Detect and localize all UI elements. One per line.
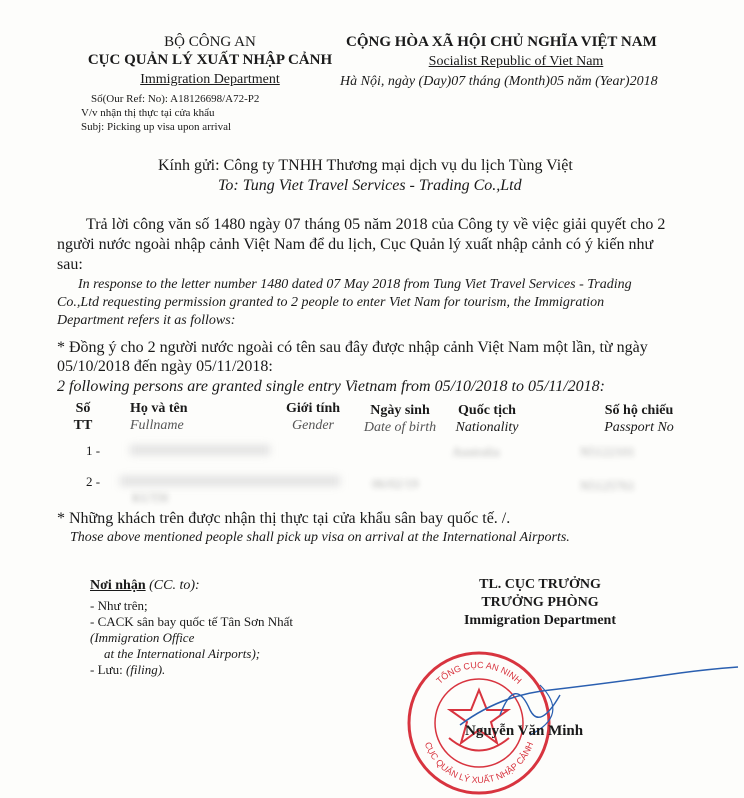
- body-p1-line1: Trả lời công văn số 1480 ngày 07 tháng 05 năm 2018 của Công ty về việc giải quyết cho 2: [86, 216, 666, 233]
- department-name-en: Immigration Department: [140, 72, 280, 87]
- republic-name-en: Socialist Republic of Viet Nam: [428, 54, 604, 69]
- cc-item-5: [90, 662, 165, 678]
- col-header-dob-en: Date of birth: [363, 420, 437, 435]
- subject-en: Subj: Picking up visa upon arrival: [81, 121, 232, 133]
- date-line: Hà Nội, ngày (Day)07 tháng (Month)05 năm (Year)2018: [340, 74, 658, 89]
- sign-title-1: TL. CỤC TRƯỞNG: [479, 577, 601, 592]
- cc-title-en: (CC. to):: [149, 578, 200, 593]
- col-header-nationality: Quốc tịch: [458, 403, 516, 418]
- row1-passport: N5122101: [580, 444, 635, 459]
- col-header-name-en: Fullname: [130, 418, 184, 433]
- row1-no: 1 -: [86, 443, 101, 458]
- col-header-name: Họ và tên: [130, 401, 188, 416]
- recipient-en: To: Tung Viet Travel Services - Trading Co.,Ltd: [218, 177, 522, 194]
- cc-title: [90, 578, 200, 594]
- body-p1-en-line1: In response to the letter number 1480 dated 07 May 2018 from Tung Viet Travel Services - Trading: [78, 277, 632, 292]
- recipient-vn: Kính gửi: Công ty TNHH Thương mại dịch vụ du lịch Tùng Việt: [158, 157, 573, 174]
- row2-passport: N5125761: [580, 478, 635, 493]
- col-header-no-en: TT: [73, 418, 93, 433]
- republic-name-vn: CỘNG HÒA XÃ HỘI CHỦ NGHĨA VIỆT NAM: [346, 34, 657, 50]
- department-name-vn: CỤC QUẢN LÝ XUẤT NHẬP CẢNH: [87, 52, 333, 68]
- redacted-name: [130, 445, 270, 455]
- col-header-gender-en: Gender: [292, 418, 334, 433]
- row2-dob: 06/02/19: [372, 476, 419, 491]
- col-header-passport-en: Passport No: [604, 420, 674, 435]
- col-header-no: Số: [75, 401, 91, 416]
- cc-item-3: (Immigration Office: [90, 630, 195, 645]
- stamp-text-bottom: CỤC QUẢN LÝ XUẤT NHẬP CẢNH: [422, 740, 536, 786]
- row2-name: KUTH: [132, 490, 169, 505]
- col-header-nationality-en: Nationality: [455, 420, 519, 435]
- stamp-text-top: TỔNG CỤC AN NINH: [434, 659, 524, 686]
- ministry-name: BỘ CÔNG AN: [164, 34, 256, 50]
- body-p1-line2: người nước ngoài nhập cảnh Việt Nam để du lịch, Cục Quản lý xuất nhập cảnh có ý kiến như: [57, 236, 654, 253]
- row1-nationality: Australia: [452, 444, 500, 459]
- redacted-name: [120, 476, 340, 486]
- subject-vn: V/v nhận thị thực tại cửa khẩu: [81, 107, 215, 119]
- col-header-passport: Số hộ chiếu: [604, 403, 674, 418]
- sign-title-3: Immigration Department: [463, 613, 617, 628]
- body-p1-line3: sau:: [57, 256, 83, 273]
- note-en: Those above mentioned people shall pick up visa on arrival at the International Airports.: [70, 530, 570, 545]
- body-p2-line1: * Đồng ý cho 2 người nước ngoài có tên sau đây được nhập cảnh Việt Nam một lần, từ ngày: [57, 339, 648, 356]
- body-p1-en-line3: Department refers it as follows:: [57, 313, 236, 328]
- row2-no: 2 -: [86, 474, 101, 489]
- cc-item-2: - CACK sân bay quốc tế Tân Sơn Nhất: [90, 614, 294, 629]
- body-p2-line2: 05/10/2018 đến ngày 05/11/2018:: [57, 358, 273, 375]
- col-header-gender: Giới tính: [285, 401, 341, 416]
- body-p1-en-line2: Co.,Ltd requesting permission granted to 2 people to enter Viet Nam for tourism, the Immigration: [57, 295, 605, 310]
- cc-title-vn: Nơi nhận: [90, 578, 146, 593]
- body-p2-en: 2 following persons are granted single entry Vietnam from 05/10/2018 to 05/11/2018:: [57, 378, 605, 395]
- cc-item-4: at the International Airports);: [104, 646, 261, 661]
- cc-item-5-vn: - Lưu:: [90, 662, 123, 677]
- signer-name: Nguyễn Văn Minh: [465, 723, 584, 739]
- reference-number: Số(Our Ref: No): A18126698/A72-P2: [91, 93, 260, 105]
- cc-item-1: - Như trên;: [90, 598, 148, 613]
- note-vn: * Những khách trên được nhận thị thực tại cửa khẩu sân bay quốc tế. /.: [57, 510, 511, 527]
- cc-item-5-en: (filing).: [125, 662, 166, 677]
- col-header-dob: Ngày sinh: [370, 403, 430, 418]
- sign-title-2: TRƯỞNG PHÒNG: [481, 595, 599, 610]
